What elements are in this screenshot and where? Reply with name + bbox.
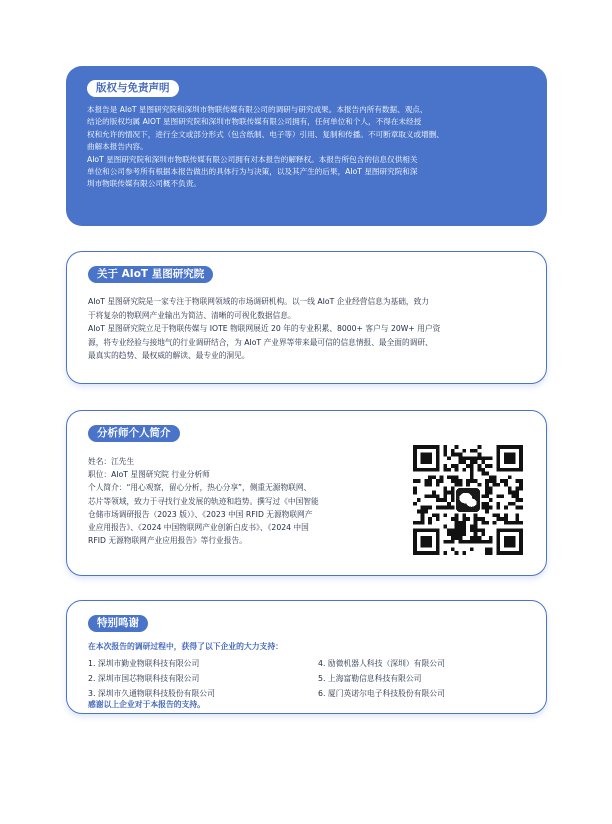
analyst-bio-line: 个人简介：“用心观察，留心分析，热心分享”，侧重无源物联网、 — [88, 483, 312, 493]
analyst-name: 姓名：江先生 — [88, 457, 135, 466]
about-line: 于将复杂的物联网产业输出为简洁、清晰的可视化数据信息。 — [88, 310, 296, 320]
copyright-line: 单位和公司参考所有根据本报告做出的具体行为与决策，以及其产生的后果，AIoT 星图研究院和深 — [87, 167, 418, 177]
list-item: 2. 深圳市国芯物联科技有限公司 — [88, 674, 200, 683]
thanks-title: 特别鸣谢 — [88, 615, 148, 632]
about-line: 最真实的趋势、最权威的解读、最专业的洞见。 — [88, 351, 250, 361]
about-line: AIoT 星图研究院是一家专注于物联网领域的市场调研机构。以一线 AIoT 企业经营信息为基础，致力 — [88, 297, 429, 306]
copyright-title: 版权与免责声明 — [87, 80, 179, 97]
analyst-card — [66, 410, 547, 576]
list-item: 1. 深圳市勤业物联科技有限公司 — [88, 659, 200, 668]
wechat-qr-code — [413, 445, 523, 555]
list-item: 4. 励微机器人科技（深圳）有限公司 — [318, 659, 445, 668]
thanks-outro: 感谢以上企业对于本报告的支持。 — [88, 700, 205, 709]
about-line: 源，将专业经验与接地气的行业调研结合，为 AIoT 产业界等带来最可信的信息情报、最全面的调研、 — [88, 337, 433, 347]
list-item: 3. 深圳市久通物联科技股份有限公司 — [88, 689, 215, 698]
copyright-text — [87, 104, 533, 191]
analyst-text — [88, 455, 408, 547]
list-item: 6. 厦门英诺尔电子科技股份有限公司 — [318, 689, 445, 698]
copyright-line: AIoT 星图研究院和深圳市物联传媒有限公司拥有对本报告的解释权。本报告所包含的信息仅供相关 — [87, 154, 418, 164]
copyright-line: 圳市物联传媒有限公司概不负责。 — [87, 179, 201, 189]
copyright-line: 权和允许的情况下，进行全文或部分形式（包含纸制、电子等）引用、复制和传播。不可断章取义或增删、 — [87, 129, 444, 139]
analyst-bio-line: 芯片等领域，致力于寻找行业发展的轨迹和趋势。撰写过《中国智能 — [88, 496, 319, 506]
analyst-title: 分析师个人简介 — [88, 425, 180, 442]
copyright-line: 本报告是 AIoT 星图研究院和深圳市物联传媒有限公司的调研与研究成果。本报告内所有数据、观点、 — [87, 105, 428, 114]
copyright-line: 结论的版权均属 AIOT 星图研究院和深圳市物联传媒有限公司拥有，任何单位和个人，不得在未经授 — [87, 117, 422, 127]
analyst-bio-line: 仓储市场调研报告（2023 版）》、《2023 中国 RFID 无源物联网产 — [88, 509, 313, 519]
analyst-position: 职位：AIoT 星图研究院 行业分析师 — [88, 470, 210, 480]
thanks-company-list — [88, 657, 538, 700]
qr-code-graphic — [413, 445, 523, 555]
about-line: AIoT 星图研究院立足于物联传媒与 IOTE 物联网展近 20 年的专业积累、8000+ 客户与 20W+ 用户资 — [88, 324, 441, 334]
copyright-line: 曲解本报告内容。 — [87, 142, 148, 152]
copyright-card — [66, 66, 547, 226]
thanks-card — [66, 600, 547, 714]
about-card — [66, 251, 547, 384]
about-title: 关于 AIoT 星图研究院 — [88, 266, 213, 283]
analyst-bio-line: RFID 无源物联网产业应用报告》等行业报告。 — [88, 536, 247, 546]
thanks-intro: 在本次报告的调研过程中，获得了以下企业的大力支持： — [88, 642, 283, 651]
about-text — [88, 295, 532, 363]
analyst-bio-line: 业应用报告》、《2024 中国物联网产业创新白皮书》、《2024 中国 — [88, 523, 309, 533]
list-item: 5. 上海富勒信息科技有限公司 — [318, 674, 422, 683]
